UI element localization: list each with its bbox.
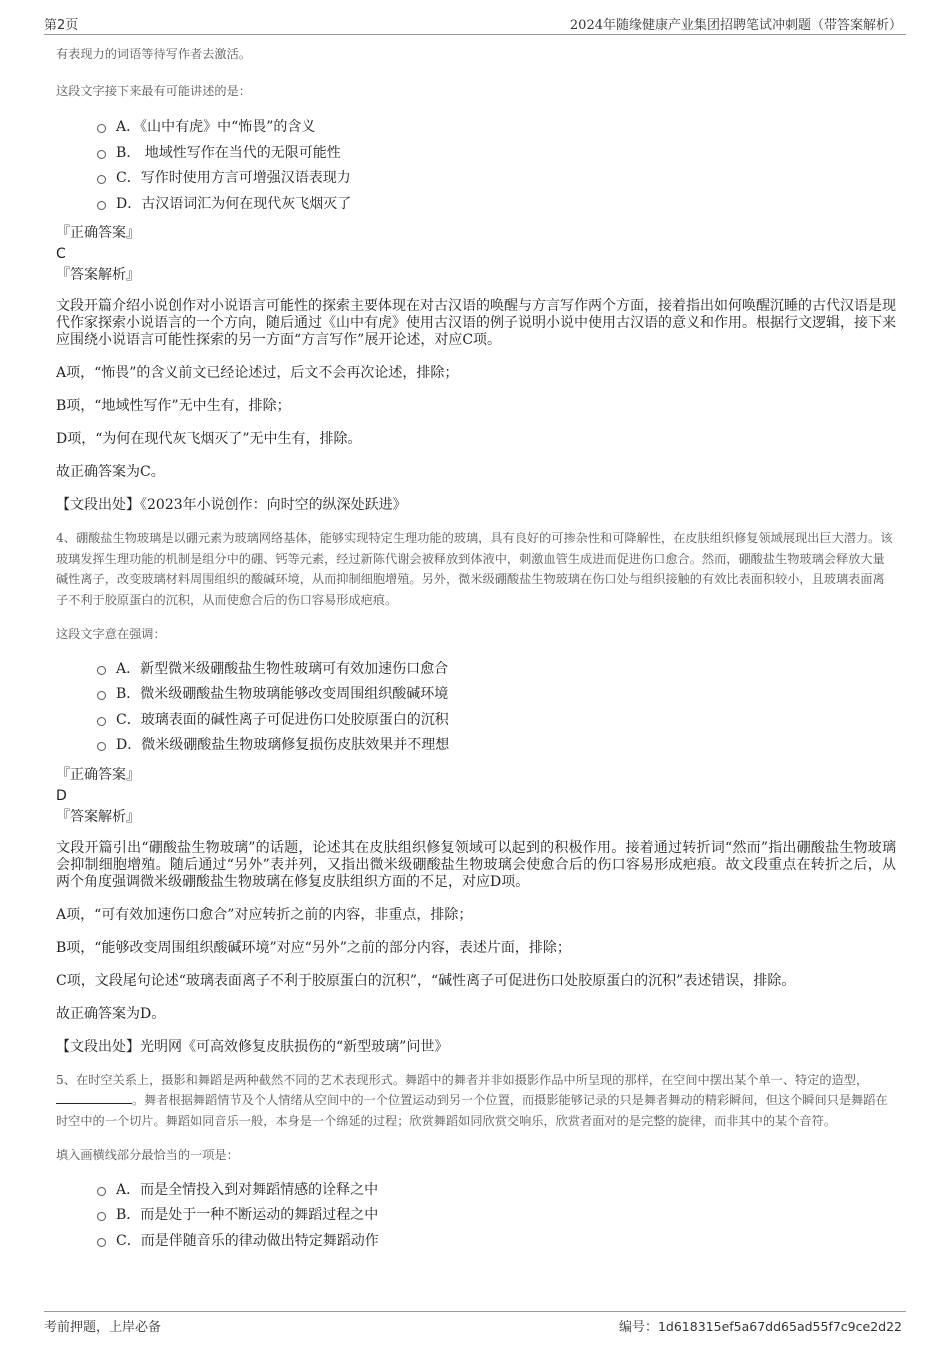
option-label: D．古汉语词汇为何在现代灰飞烟灭了: [116, 195, 352, 212]
q3-analysis-label: 『答案解析』: [56, 267, 140, 283]
option-label: C．写作时使用方言可增强汉语表现力: [116, 170, 351, 186]
q4-analysis-conclusion: 故正确答案为D。: [56, 1005, 166, 1022]
main-content: [56, 40, 896, 1254]
page-footer: [44, 1311, 906, 1336]
q3-option-d[interactable]: [56, 192, 896, 218]
radio-icon[interactable]: [97, 175, 106, 184]
radio-icon[interactable]: [97, 1238, 106, 1247]
fill-in-blank: [56, 1091, 132, 1104]
q4-passage: 4、硼酸盐生物玻璃是以硼元素为玻璃网络基体，能够实现特定生理功能的玻璃，具有良好的可掺杂性和可降解性，在皮肤组织修复领域展现出巨大潜力。该玻璃发挥生理功能的机制是组分中的硼、钙等元素，经过新陈代谢会被释放到体液中，刺激血管生成进而促进伤口愈合。然而，硼酸盐生物玻璃会释放大量碱性离子，改变玻璃材料周围组织的酸碱环境，从而抑制细胞增殖。另外，微米级硼酸盐生物玻璃在伤口处与组织接触的有效比表面积较小，且玻璃表面离子不利于胶原蛋白的沉积，从而使愈合后的伤口容易形成疤痕。: [56, 531, 893, 607]
q3-answer-label: 『正确答案』: [56, 225, 140, 241]
q5-passage: [56, 1070, 896, 1132]
q4-analysis-a: A项，“可有效加速伤口愈合”对应转折之前的内容，非重点，排除；: [56, 906, 473, 923]
q4-analysis-body: 文段开篇引出“硼酸盐生物玻璃”的话题，论述其在皮肤组织修复领域可以起到的积极作用。接着通过转折词“然而”指出硼酸盐生物玻璃会抑制细胞增殖。随后通过“另外”表并列，又指出微米级硼酸盐生物玻璃会使愈合后的伤口容易形成疤痕。故文段重点在转折之后，从两个角度强调微米级硼酸盐生物玻璃在修复皮肤组织方面的不足，对应D项。: [56, 839, 896, 890]
q3-analysis-d: D项，“为何在现代灰飞烟灭了”无中生有，排除。: [56, 431, 362, 447]
radio-icon[interactable]: [97, 691, 106, 700]
option-label: A．《山中有虎》中“怖畏”的含义: [116, 119, 316, 135]
document-code: [619, 1316, 902, 1335]
page-number: 第2页: [44, 18, 79, 33]
q3-intro-tail: 有表现力的词语等待写作者去激活。: [56, 47, 251, 61]
q4-source: 【文段出处】光明网《可高效修复皮肤损伤的“新型玻璃”问世》: [56, 1038, 449, 1055]
q5-options: [56, 1178, 896, 1255]
q5-option-a[interactable]: [56, 1178, 896, 1204]
q5-passage-before: 5、在时空关系上，摄影和舞蹈是两种截然不同的艺术表现形式。舞蹈中的舞者并非如摄影作品中所呈现的那样，在空间中摆出某个单一、特定的造型，: [56, 1072, 869, 1087]
option-label: C．玻璃表面的碱性离子可促进伤口处胶原蛋白的沉积: [116, 711, 449, 728]
option-label: C．而是伴随音乐的律动做出特定舞蹈动作: [116, 1232, 379, 1249]
radio-icon[interactable]: [97, 717, 106, 726]
option-label: D．微米级硼酸盐生物玻璃修复损伤皮肤效果并不理想: [116, 737, 450, 753]
radio-icon[interactable]: [97, 666, 106, 675]
q3-analysis-a: A项，“怖畏”的含义前文已经论述过，后文不会再次论述，排除；: [56, 365, 459, 381]
q3-source: 【文段出处】《2023年小说创作：向时空的纵深处跃进》: [56, 497, 407, 513]
q3-analysis-conclusion: 故正确答案为C。: [56, 464, 165, 480]
q3-options: [56, 115, 896, 217]
q4-option-c[interactable]: [56, 708, 896, 734]
q4-answer: D: [56, 787, 67, 804]
option-label: A．而是全情投入到对舞蹈情感的诠释之中: [116, 1181, 379, 1198]
radio-icon[interactable]: [97, 124, 106, 133]
code-label: 编号：: [618, 1320, 658, 1335]
option-label: B. 地域性写作在当代的无限可能性: [116, 144, 341, 161]
q3-analysis-b: B项，“地域性写作”无中生有，排除；: [56, 398, 291, 414]
option-label: B．微米级硼酸盐生物玻璃能够改变周围组织酸碱环境: [116, 686, 449, 702]
document-title: 2024年随缘健康产业集团招聘笔试冲刺题（带答案解析）: [569, 18, 902, 33]
radio-icon[interactable]: [97, 1187, 106, 1196]
page-header: [44, 14, 906, 35]
q4-options: [56, 657, 896, 759]
q3-analysis-body: 文段开篇介绍小说创作对小说语言可能性的探索主要体现在对古汉语的唤醒与方言写作两个方面，接着指出如何唤醒沉睡的古代汉语是现代作家探索小说语言的一个方向，随后通过《山中有虎》使用古汉语的例子说明小说中使用古汉语的意义和作用。根据行文逻辑，接下来应围绕小说语言可能性探索的另一方面“方言写作”展开论述，对应C项。: [56, 298, 896, 348]
footer-slogan: 考前押题，上岸必备: [44, 1320, 162, 1335]
radio-icon[interactable]: [97, 150, 106, 159]
q4-question: 这段文字意在强调：: [56, 627, 166, 641]
q3-option-c[interactable]: [56, 166, 896, 192]
q5-option-c[interactable]: [56, 1229, 896, 1255]
q3-option-a[interactable]: [56, 115, 896, 141]
q5-passage-after: 。舞者根据舞蹈情节及个人情绪从空间中的一个位置运动到另一个位置，而摄影能够记录的只是舞者舞动的精彩瞬间，但这个瞬间只是舞蹈在时空中的一个切片。舞蹈如同音乐一般，本身是一个绵延的过程；欣赏舞蹈如同欣赏交响乐，欣赏者面对的是完整的旋律，而非其中的某个音符。: [56, 1093, 888, 1128]
option-label: A．新型微米级硼酸盐生物性玻璃可有效加速伤口愈合: [116, 660, 449, 677]
radio-icon[interactable]: [97, 742, 106, 751]
q4-analysis-b: B项，“能够改变周围组织酸碱环境”对应“另外”之前的部分内容，表述片面，排除；: [56, 939, 571, 956]
q4-analysis-label: 『答案解析』: [56, 808, 140, 825]
q4-option-b[interactable]: [56, 682, 896, 708]
radio-icon[interactable]: [97, 201, 106, 210]
code-value: 1d618315ef5a67dd65ad55f7c9ce2d22: [657, 1319, 902, 1334]
q3-answer: C: [56, 246, 66, 262]
q4-option-a[interactable]: [56, 657, 896, 683]
q5-question: 填入画横线部分最恰当的一项是：: [56, 1148, 239, 1162]
q3-question: 这段文字接下来最有可能讲述的是：: [56, 83, 251, 98]
q4-answer-label: 『正确答案』: [56, 766, 140, 783]
option-label: B．而是处于一种不断运动的舞蹈过程之中: [116, 1207, 379, 1223]
q4-option-d[interactable]: [56, 733, 896, 759]
radio-icon[interactable]: [97, 1212, 106, 1221]
q3-option-b[interactable]: [56, 141, 896, 167]
q4-analysis-c: C项，文段尾句论述“玻璃表面离子不利于胶原蛋白的沉积”，“碱性离子可促进伤口处胶原蛋白的沉积”表述错误，排除。: [56, 972, 796, 989]
q5-option-b[interactable]: [56, 1203, 896, 1229]
